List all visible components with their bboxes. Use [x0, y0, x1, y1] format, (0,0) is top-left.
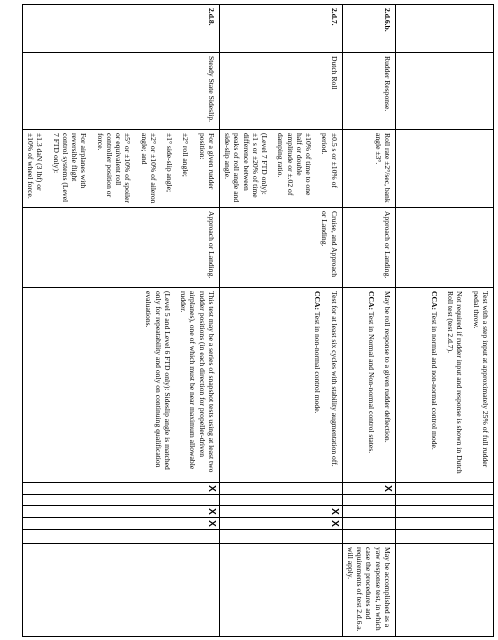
qualification-level-mark	[396, 495, 494, 506]
test-details-text: CCA: Test in normal and non-normal control mode.	[430, 291, 439, 450]
test-name: Steady State Sideslip.	[207, 56, 216, 123]
test-details-text: Test with a step input at approximately 25% of full rudder pedal throw.	[471, 291, 490, 468]
flight-condition-cell	[396, 208, 494, 288]
table-row	[220, 5, 343, 637]
test-name-cell	[396, 53, 494, 130]
tolerance-text: For a given rudder position:	[197, 133, 216, 190]
qualification-level-mark	[342, 530, 395, 544]
test-details-cell	[220, 288, 343, 483]
test-details-text: This test may be a series of snapshot tests using at least two rudder positions (in each direction for propeller-driven airplanes), one of which must be near maximum allowable rudder.	[179, 291, 216, 473]
flight-condition: Approach or Landing.	[383, 211, 392, 279]
level-mark: X	[382, 485, 393, 492]
test-details-text: CCA: Test in Normal and Non-normal control states.	[366, 291, 376, 454]
tolerance-text: ±1.3 daN (3 lbf) or ±10% of wheel force.	[26, 133, 45, 199]
tolerance-text: Roll rate ±2°/sec, bank angle ±3°.	[373, 133, 392, 203]
tolerance-text: ±0.5 s or ±10% of period.	[320, 133, 339, 188]
tolerance-cell	[23, 130, 220, 208]
test-id: 2.d.7.	[329, 8, 339, 26]
test-id-cell	[342, 5, 395, 53]
ftd-test-table	[22, 4, 494, 637]
cca-label: CCA:	[430, 291, 439, 310]
level-mark: X	[328, 508, 340, 515]
test-name: Rudder Response.	[383, 56, 392, 112]
qualification-level-mark	[220, 506, 343, 518]
qualification-level-mark	[342, 495, 395, 506]
flight-condition-cell	[23, 208, 220, 288]
test-details-text: May be roll response to a given rudder deflection.	[383, 291, 392, 443]
cca-label: CCA:	[313, 291, 323, 310]
test-details-cell	[23, 288, 220, 483]
test-details-text: CCA: Test in non-normal control mode.	[313, 291, 323, 414]
qualification-level-mark	[396, 530, 494, 544]
level-mark: X	[206, 485, 217, 492]
cca-label: CCA:	[366, 291, 376, 310]
information-notes-cell	[220, 544, 343, 637]
qualification-level-mark	[220, 483, 343, 495]
test-details-text: (Level 5 and Level 6 FTD only): Sideslip angle is matched only for repeatability and only on continuing qualification evaluations.	[144, 291, 172, 470]
information-notes-cell	[396, 544, 494, 637]
tolerance-cell	[342, 130, 395, 208]
qualification-level-mark	[396, 506, 494, 518]
qualification-level-mark	[23, 483, 220, 495]
test-name-cell	[23, 53, 220, 130]
tolerance-text: For airplanes with reversible flight control systems (Level 7 FTD only):	[51, 133, 89, 203]
test-id-cell	[396, 5, 494, 53]
test-name-cell	[220, 53, 343, 130]
level-mark: X	[206, 520, 217, 527]
qualification-level-mark	[23, 530, 220, 544]
qualification-level-mark	[396, 483, 494, 495]
level-mark: X	[328, 520, 340, 527]
qualification-level-mark	[23, 495, 220, 506]
level-mark: X	[206, 508, 217, 515]
test-name: Dutch Roll	[329, 56, 339, 90]
test-details-text: Not required if rudder input and response is shown in Dutch Roll test (test 2.d.7).	[446, 291, 465, 474]
information-notes-cell	[342, 544, 395, 637]
information-notes-cell	[23, 544, 220, 637]
qualification-level-mark	[220, 518, 343, 530]
table-row	[342, 5, 395, 637]
tolerance-text: ±10% of time to one half or double amplitude or ±.02 of damping ratio.	[276, 133, 314, 196]
qualification-level-mark	[396, 518, 494, 530]
test-details-cell	[342, 288, 395, 483]
tolerance-text: ±2° roll angle;	[181, 133, 191, 177]
tolerance-cell	[396, 130, 494, 208]
tolerance-text: ±1° side-slip angle;	[165, 133, 175, 193]
flight-condition-cell	[220, 208, 343, 288]
qualification-level-mark	[220, 495, 343, 506]
test-id: 2.d.8.	[207, 8, 216, 26]
tolerance-text: ±2° or ±10% of aileron angle; and	[139, 133, 158, 204]
tolerance-text: ±5° or ±10% of spoiler or equivalent roll controller position or force.	[95, 133, 133, 204]
qualification-level-mark	[342, 518, 395, 530]
tolerance-text: (Level 7 FTD only): ±1 s or ±20% of time difference between peaks of roll angle and side-slip angle.	[223, 133, 270, 203]
test-id-cell	[220, 5, 343, 53]
flight-condition: Approach or Landing.	[207, 211, 216, 279]
qualification-level-mark	[23, 518, 220, 530]
information-note: May be accomplished as a yaw response test, in which case the procedures and requirements of test 2.d.6.a. will apply.	[346, 547, 392, 632]
test-id-cell	[23, 5, 220, 53]
tolerance-cell	[220, 130, 343, 208]
qualification-level-mark	[342, 483, 395, 495]
test-name-cell	[342, 53, 395, 130]
test-id: 2.d.6.b.	[383, 8, 392, 32]
table-row	[23, 5, 220, 637]
qualification-level-mark	[23, 506, 220, 518]
flight-condition: Cruise, and Approach or Landing.	[320, 211, 339, 278]
test-details-cell	[396, 288, 494, 483]
qualification-level-mark	[342, 506, 395, 518]
table-row	[396, 5, 494, 637]
test-details-text: Test for at least six cycles with stability augmentation off.	[329, 291, 339, 467]
flight-condition-cell	[342, 208, 395, 288]
qualification-level-mark	[220, 530, 343, 544]
